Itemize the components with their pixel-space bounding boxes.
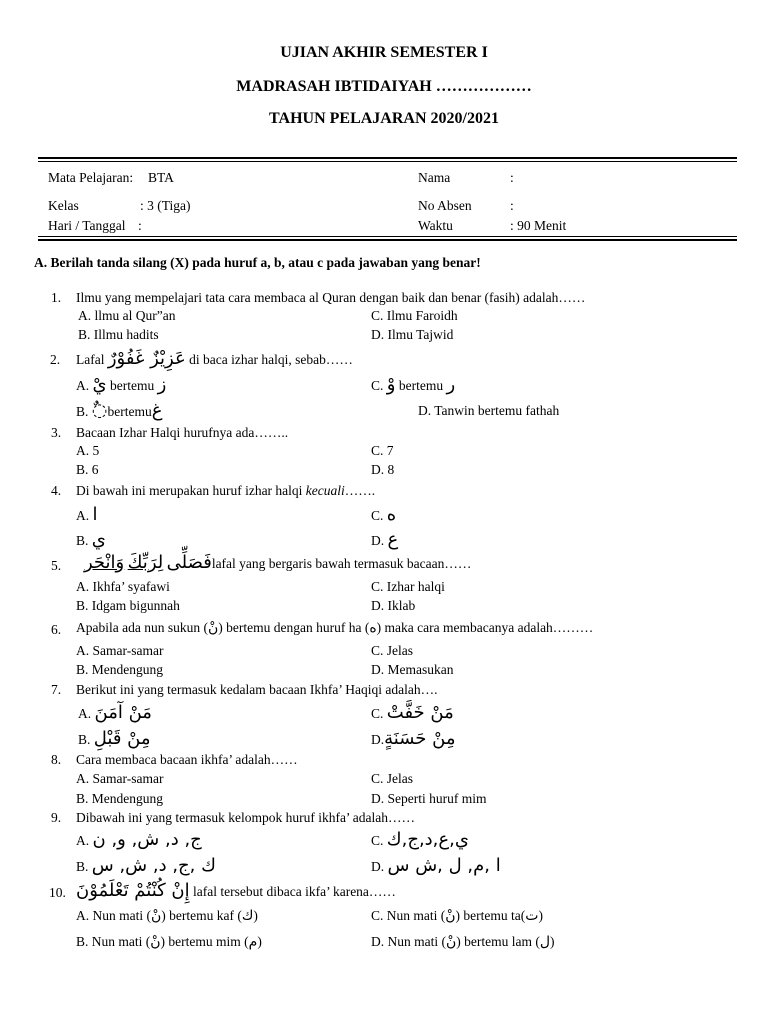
header-rule-top	[38, 157, 737, 159]
option-a[interactable]: A. 5	[76, 443, 100, 458]
option-b[interactable]: B. 6	[76, 462, 99, 477]
absen-label: No Absen	[418, 198, 472, 213]
option-b[interactable]: B. ك ,ج, د, ش, س	[76, 855, 216, 876]
arabic-underlined-2: لِرَبِّكَ	[127, 552, 164, 573]
exam-title: UJIAN AKHIR SEMESTER I	[280, 44, 488, 61]
question-text: Ilmu yang mempelajari tata cara membaca al Quran dengan baik dan benar (fasih) adalah……	[76, 290, 586, 305]
section-instruction: A. Berilah tanda silang (X) pada huruf a, b, atau c pada jawaban yang benar!	[34, 255, 481, 270]
question-number: 1.	[51, 290, 62, 305]
question-text: Apabila ada nun sukun (نْ) bertemu dengan huruf ha (ه) maka cara membacanya adalah………	[76, 620, 594, 636]
option-a[interactable]: A. Ikhfa’ syafawi	[76, 579, 170, 594]
question-text: Berikut ini yang termasuk kedalam bacaan Ikhfa’ Haqiqi adalah….	[76, 682, 438, 697]
question-number: 7.	[51, 682, 62, 697]
option-d[interactable]: D. Seperti huruf mim	[371, 791, 487, 806]
option-c[interactable]: C. ي,ع,د,ج,ك	[371, 829, 469, 850]
option-c[interactable]: C. Nun mati (نْ) bertemu ta(ت)	[371, 908, 543, 924]
option-d[interactable]: D. Iklab	[371, 598, 416, 613]
time-label: Waktu	[418, 218, 453, 233]
school-name: MADRASAH IBTIDAIYAH ………………	[236, 78, 532, 95]
date-label: Hari / Tanggal	[48, 218, 126, 233]
option-c[interactable]: C. Jelas	[371, 771, 413, 786]
option-c[interactable]: C. 7	[371, 443, 394, 458]
arabic-phrase: عَزِيْزٌ غَفُوْرٌ	[107, 348, 186, 369]
time-value: : 90 Menit	[510, 218, 567, 233]
class-label: Kelas	[48, 198, 79, 213]
option-a[interactable]: A. مَنْ آمَنَ	[78, 702, 152, 723]
question-number: 4.	[51, 483, 62, 498]
question-number: 5.	[51, 558, 62, 573]
header-rule-top-thin	[38, 161, 737, 162]
option-b[interactable]: B. Mendengung	[76, 662, 163, 677]
option-b[interactable]: B. Mendengung	[76, 791, 163, 806]
option-b[interactable]: B. Nun mati (نْ) bertemu mim (م)	[76, 934, 262, 950]
option-a[interactable]: A. Samar-samar	[76, 771, 164, 786]
question-text: Cara membaca bacaan ikhfa’ adalah……	[76, 752, 298, 767]
question-number: 10.	[49, 885, 66, 900]
option-d[interactable]: D. ا ,م, ل ,ش س	[371, 855, 501, 876]
option-a[interactable]: A. ا	[76, 504, 98, 525]
option-c[interactable]: C. Ilmu Faroidh	[371, 308, 458, 323]
option-c[interactable]: C. ه	[371, 504, 397, 525]
question-text: إِنْ كُنْتُمْ تَعْلَمُوْنَ lafal tersebut dibaca ikfa’ karena……	[76, 880, 396, 901]
absen-value: :	[510, 198, 514, 213]
question-number: 8.	[51, 752, 62, 767]
question-text: Bacaan Izhar Halqi hurufnya ada……..	[76, 425, 289, 440]
option-c[interactable]: C. وْ bertemu ر	[371, 374, 456, 395]
question-text: Lafal عَزِيْزٌ غَفُوْرٌ di baca izhar halqi, sebab……	[76, 348, 353, 369]
option-a[interactable]: A. Nun mati (نْ) bertemu kaf (ك)	[76, 908, 258, 924]
option-a[interactable]: A. llmu al Qur”an	[78, 308, 176, 323]
option-d[interactable]: D.مِنْ حَسَنَةٍ	[371, 728, 456, 749]
option-d[interactable]: D. Memasukan	[371, 662, 454, 677]
header-rule-bottom	[38, 239, 737, 241]
option-a[interactable]: A. ج, د, ش, و, ن	[76, 829, 202, 850]
question-number: 2.	[50, 352, 61, 367]
arabic-plain: فَصَلِّى	[166, 552, 212, 573]
option-d[interactable]: D. Ilmu Tajwid	[371, 327, 454, 342]
arabic-phrase: إِنْ كُنْتُمْ تَعْلَمُوْنَ	[76, 880, 190, 901]
option-b[interactable]: B. ي	[76, 529, 106, 550]
option-c[interactable]: C. مَنْ خَفَّتْ	[371, 702, 454, 723]
name-value: :	[510, 170, 514, 185]
date-value: :	[138, 218, 142, 233]
question-number: 6.	[51, 622, 62, 637]
question-text: وَانْحَر لِرَبِّكَ فَصَلِّىlafal yang bergaris bawah termasuk bacaan……	[84, 552, 472, 573]
name-label: Nama	[418, 170, 451, 185]
option-d[interactable]: D. ع	[371, 529, 399, 550]
option-a[interactable]: A. يْ bertemu ز	[76, 374, 167, 395]
question-number: 9.	[51, 810, 62, 825]
header-rule-bottom-thin	[38, 236, 737, 237]
option-c[interactable]: C. Jelas	[371, 643, 413, 658]
arabic-underlined-1: وَانْحَر	[84, 552, 125, 573]
option-d[interactable]: D. 8	[371, 462, 395, 477]
option-d[interactable]: D. Tanwin bertemu fathah	[418, 403, 560, 418]
question-text: Dibawah ini yang termasuk kelompok huruf ikhfa’ adalah……	[76, 810, 416, 825]
subject-label: Mata Pelajaran:	[48, 170, 134, 185]
option-d[interactable]: D. Nun mati (نْ) bertemu lam (ل)	[371, 934, 555, 950]
class-value: : 3 (Tiga)	[140, 198, 191, 213]
subject-value: BTA	[148, 170, 174, 185]
option-a[interactable]: A. Samar-samar	[76, 643, 164, 658]
option-b[interactable]: B. Idgam bigunnah	[76, 598, 180, 613]
option-b[interactable]: B. ◌ٌbertemuغ	[76, 400, 163, 421]
question-text: Di bawah ini merupakan huruf izhar halqi kecuali…….	[76, 483, 376, 498]
academic-year: TAHUN PELAJARAN 2020/2021	[269, 110, 499, 127]
option-b[interactable]: B. Illmu hadits	[78, 327, 159, 342]
question-number: 3.	[51, 425, 62, 440]
option-c[interactable]: C. Izhar halqi	[371, 579, 445, 594]
option-b[interactable]: B. مِنْ قَبْلِ	[78, 728, 151, 749]
